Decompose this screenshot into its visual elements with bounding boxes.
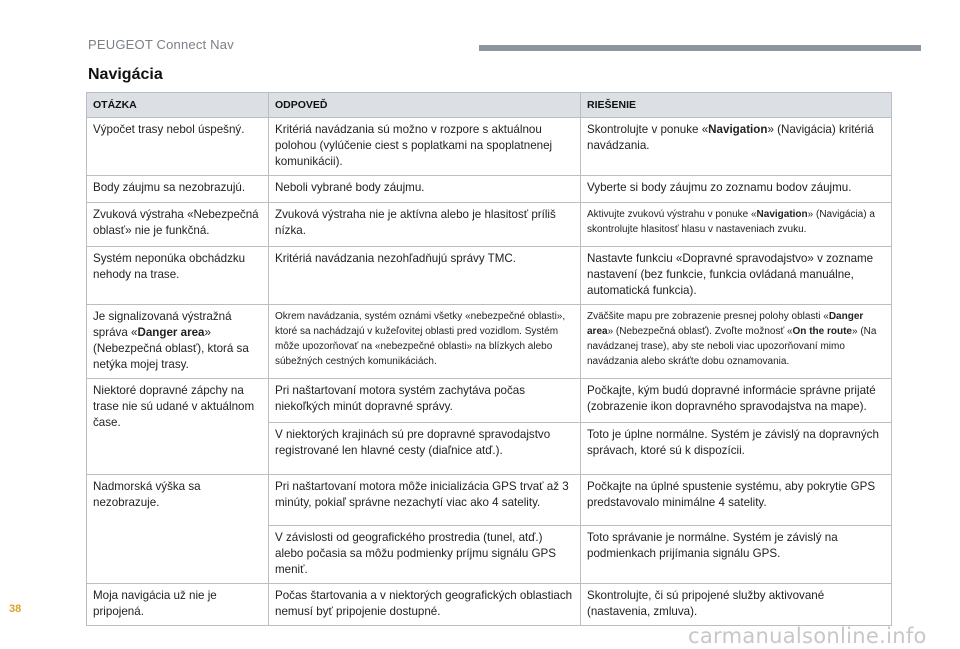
question-cell: Niektoré dopravné zápchy na trase nie sú udané v aktuálnom čase. bbox=[87, 379, 269, 475]
table-row bbox=[87, 176, 892, 203]
answer-cell: Kritériá navádzania sú možno v rozpore s aktuálnou polohou (vylúčenie ciest s poplatkami na spoplatnenej komunikácii). bbox=[269, 118, 581, 176]
header-answer: ODPOVEĎ bbox=[269, 93, 581, 118]
section-title: Navigácia bbox=[88, 66, 163, 83]
solution-cell: Nastavte funkciu «Dopravné spravodajstvo» v zozname nastavení (bez funkcie, funkcia ovládaná manuálne, automatická funkcia). bbox=[581, 247, 892, 305]
watermark: carmanualsonline.info bbox=[688, 624, 927, 648]
question-cell: Systém neponúka obchádzku nehody na trase. bbox=[87, 247, 269, 305]
solution-cell bbox=[581, 203, 892, 247]
solution-emphasis: Navigation bbox=[708, 123, 768, 136]
question-text: Je signalizovaná výstražná správa « bbox=[93, 310, 232, 339]
solution-cell bbox=[581, 305, 892, 379]
answer-cell: Kritériá navádzania nezohľadňujú správy TMC. bbox=[269, 247, 581, 305]
answer-cell: V niektorých krajinách sú pre dopravné spravodajstvo registrované len hlavné cesty (diaľnice atď.). bbox=[269, 423, 581, 475]
page-number: 38 bbox=[9, 603, 22, 615]
answer-cell: Okrem navádzania, systém oznámi všetky «nebezpečné oblasti», ktoré sa nachádzajú v kužeľovitej oblasti pred vozidlom. Systém môže upozorňovať na «nebezpečné oblasti» na blízkych alebo súbežných cestných komunikáciách. bbox=[269, 305, 581, 379]
question-text: » (Nebezpečná oblasť), ktorá sa netýka mojej trasy. bbox=[93, 326, 249, 371]
header-title: PEUGEOT Connect Nav bbox=[88, 37, 234, 52]
header-solution: RIEŠENIE bbox=[581, 93, 892, 118]
header-bar bbox=[479, 45, 921, 51]
solution-cell: Skontrolujte, či sú pripojené služby aktivované (nastavenia, zmluva). bbox=[581, 584, 892, 626]
answer-cell: Počas štartovania a v niektorých geografických oblastiach nemusí byť pripojenie dostupné. bbox=[269, 584, 581, 626]
solution-cell: Počkajte na úplné spustenie systému, aby pokrytie GPS predstavovalo minimálne 4 satelity. bbox=[581, 475, 892, 526]
solution-text: » (Navigácia) a skontrolujte hlasitosť hlasu v nastaveniach zvuku. bbox=[587, 209, 875, 235]
table-row bbox=[87, 247, 892, 305]
question-cell: Zvuková výstraha «Nebezpečná oblasť» nie je funkčná. bbox=[87, 203, 269, 247]
question-cell: Výpočet trasy nebol úspešný. bbox=[87, 118, 269, 176]
solution-text: » (Na navádzanej trase), aby ste neboli viac upozorňovaní mimo navádzania alebo skráťte dobu oznamovania. bbox=[587, 326, 877, 367]
answer-cell: Neboli vybrané body záujmu. bbox=[269, 176, 581, 203]
question-cell: Body záujmu sa nezobrazujú. bbox=[87, 176, 269, 203]
solution-cell: Počkajte, kým budú dopravné informácie správne prijaté (zobrazenie ikon dopravného spravodajstva na mape). bbox=[581, 379, 892, 423]
table-row bbox=[87, 203, 892, 247]
answer-cell: Pri naštartovaní motora systém zachytáva počas niekoľkých minút dopravné správy. bbox=[269, 379, 581, 423]
table-header-row bbox=[87, 93, 892, 118]
solution-cell bbox=[581, 118, 892, 176]
solution-cell: Toto je úplne normálne. Systém je závislý na dopravných správach, ktoré sú k dispozícii. bbox=[581, 423, 892, 475]
solution-text: Zväčšite mapu pre zobrazenie presnej polohy oblasti « bbox=[587, 311, 829, 322]
solution-cell: Vyberte si body záujmu zo zoznamu bodov záujmu. bbox=[581, 176, 892, 203]
table-row bbox=[87, 305, 892, 379]
solution-text: » (Navigácia) kritériá navádzania. bbox=[587, 123, 874, 152]
table-row bbox=[87, 118, 892, 176]
solution-cell: Toto správanie je normálne. Systém je závislý na podmienkach prijímania signálu GPS. bbox=[581, 526, 892, 584]
table-row bbox=[87, 379, 892, 423]
solution-emphasis: Navigation bbox=[756, 209, 808, 220]
question-cell: Moja navigácia už nie je pripojená. bbox=[87, 584, 269, 626]
solution-text: Skontrolujte v ponuke « bbox=[587, 123, 709, 136]
question-emphasis: Danger area bbox=[137, 326, 205, 339]
solution-text: » (Nebezpečná oblasť). Zvoľte možnosť « bbox=[607, 326, 793, 337]
question-cell bbox=[87, 305, 269, 379]
table-row bbox=[87, 584, 892, 626]
answer-cell: Pri naštartovaní motora môže inicializácia GPS trvať až 3 minúty, pokiaľ správne nezachytí viac ako 4 satelity. bbox=[269, 475, 581, 526]
answer-cell: V závislosti od geografického prostredia (tunel, atď.) alebo počasia sa môžu podmienky príjmu signálu GPS meniť. bbox=[269, 526, 581, 584]
solution-emphasis: Danger area bbox=[587, 311, 864, 337]
troubleshooting-table bbox=[86, 92, 892, 626]
answer-cell: Zvuková výstraha nie je aktívna alebo je hlasitosť príliš nízka. bbox=[269, 203, 581, 247]
question-cell: Nadmorská výška sa nezobrazuje. bbox=[87, 475, 269, 584]
solution-text: Aktivujte zvukovú výstrahu v ponuke « bbox=[587, 209, 757, 220]
solution-emphasis: On the route bbox=[792, 326, 852, 337]
header-question: OTÁZKA bbox=[87, 93, 269, 118]
table-row bbox=[87, 475, 892, 526]
